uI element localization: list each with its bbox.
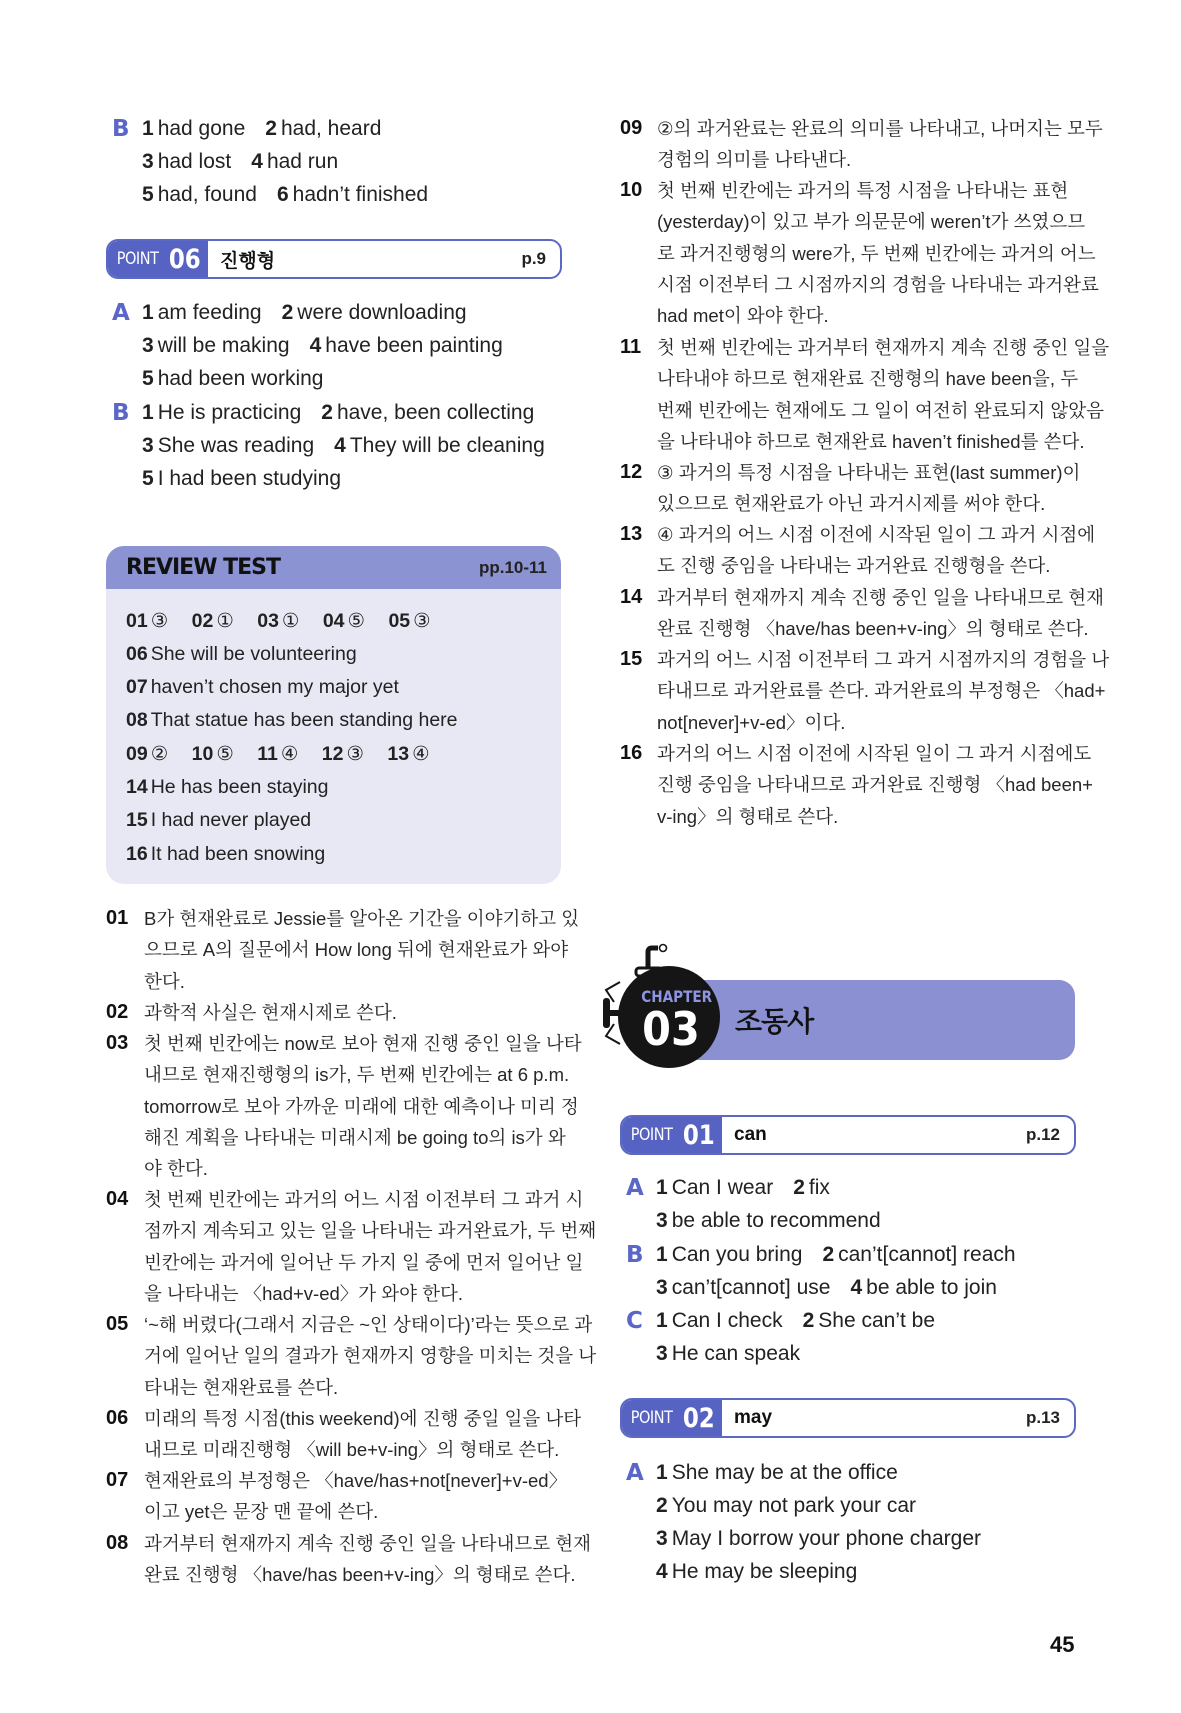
answer-line: 4 He may be sleeping <box>656 1560 858 1583</box>
answer-line: 5 I had been studying <box>142 467 341 490</box>
review-answer-line: 01 ③ 02 ① 03 ① 04 ⑤ 05 ③ <box>126 610 431 632</box>
review-answer-line: 06 She will be volunteering <box>126 643 357 665</box>
point-06-header <box>106 239 562 279</box>
point-title: 진행형 <box>220 250 276 272</box>
section-letter: A <box>626 1460 644 1486</box>
section-letter: C <box>626 1308 643 1334</box>
answer-line: 1 She may be at the office <box>656 1461 898 1484</box>
answer-line: 3 She was reading 4 They will be cleaning <box>142 434 545 457</box>
review-answer-line: 07 haven’t chosen my major yet <box>126 676 399 698</box>
review-answer-line: 14 He has been staying <box>126 776 329 798</box>
answer-line: 3 can’t[cannot] use 4 be able to join <box>656 1276 997 1299</box>
answer-line: 3 had lost 4 had run <box>142 150 339 173</box>
section-letter: B <box>112 116 130 142</box>
section-letter: A <box>626 1175 644 1201</box>
answer-line: 1 am feeding 2 were downloading <box>142 301 467 324</box>
review-answer-line: 09 ② 10 ⑤ 11 ④ 12 ③ 13 ④ <box>126 743 430 765</box>
answer-line: 5 had been working <box>142 367 324 390</box>
answer-line: 3 May I borrow your phone charger <box>656 1527 982 1550</box>
point-title: can <box>734 1124 767 1145</box>
answer-line: 2 You may not park your car <box>656 1494 917 1517</box>
answer-line: 3 will be making 4 have been painting <box>142 334 503 357</box>
point-page-ref: p.9 <box>521 249 546 268</box>
page-number: 45 <box>1050 1632 1075 1657</box>
point-01-header <box>620 1115 1076 1155</box>
point-title: may <box>734 1407 773 1428</box>
section-letter: B <box>626 1242 644 1268</box>
point-tag: POINT 06 <box>108 241 208 277</box>
answer-line: 1 Can I check 2 She can’t be <box>656 1309 936 1332</box>
review-test-header <box>106 546 561 589</box>
point-02-header <box>620 1398 1076 1438</box>
answer-line: 3 be able to recommend <box>656 1209 881 1232</box>
point-tag: POINT 02 <box>622 1400 722 1436</box>
review-test-box <box>106 546 561 884</box>
section-letter: A <box>112 300 130 326</box>
chapter-label: CHAPTER <box>641 987 713 1006</box>
review-answer-line: 16 It had been snowing <box>126 843 326 865</box>
chapter-number: 03 <box>642 1002 700 1056</box>
review-answer-line: 15 I had never played <box>126 809 312 831</box>
chapter-title: 조동사 <box>735 1005 814 1038</box>
answer-line: 5 had, found 6 hadn’t finished <box>142 183 429 206</box>
point-tag: POINT 01 <box>622 1117 722 1153</box>
review-answer-line: 08 That statue has been standing here <box>126 709 458 731</box>
review-test-title: REVIEW TEST <box>126 555 281 580</box>
answer-line: 1 had gone 2 had, heard <box>142 117 382 140</box>
review-test-pages: pp.10-11 <box>478 557 547 577</box>
answer-line: 1 Can I wear 2 fix <box>656 1176 830 1199</box>
point-page-ref: p.13 <box>1025 1408 1060 1427</box>
answer-line: 1 Can you bring 2 can’t[cannot] reach <box>656 1243 1016 1266</box>
answer-line: 1 He is practicing 2 have, been collecting <box>142 401 535 424</box>
point-page-ref: p.12 <box>1025 1125 1060 1144</box>
section-letter: B <box>112 400 130 426</box>
answer-line: 3 He can speak <box>656 1342 801 1365</box>
